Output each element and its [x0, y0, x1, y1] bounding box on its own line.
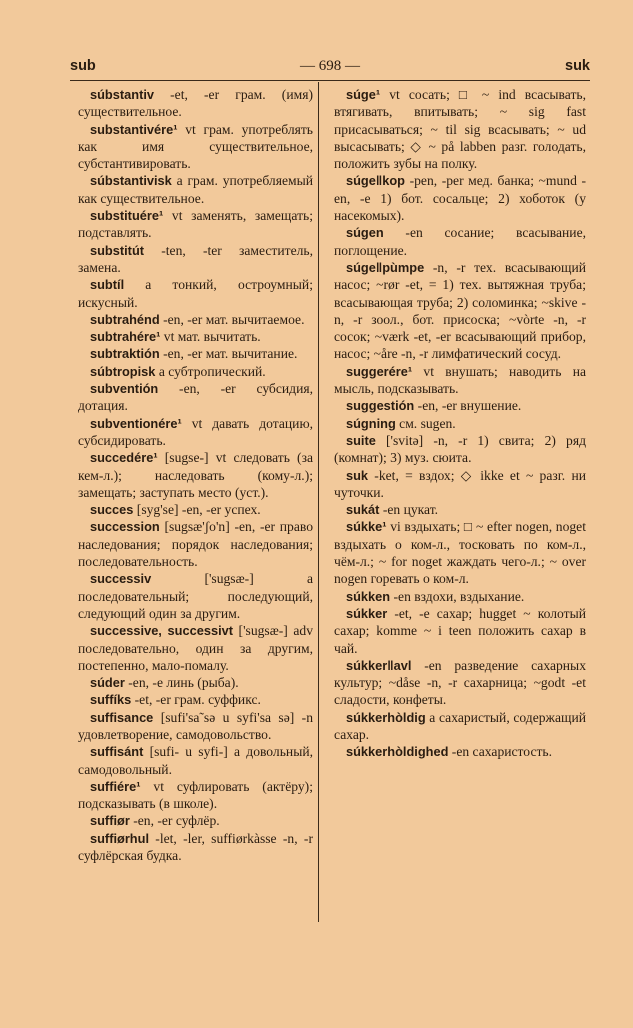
dictionary-entry — [78, 709, 313, 744]
headword: substitút — [90, 242, 145, 258]
dictionary-entry — [334, 467, 586, 502]
headword: suffiørhul — [90, 830, 149, 846]
dictionary-entry — [334, 588, 586, 605]
definition: a сахаристый, содержащий сахар. — [334, 709, 586, 742]
dictionary-entry — [334, 743, 586, 760]
definition: vi вздыхать; □ ~ efter nogen, noget вздыхать о ком-л., тосковать по ком-л., чём-л.; ~ for noget жаждать чего-л.; ~ over nogen горевать о ком-л. — [334, 519, 586, 587]
dictionary-entry — [78, 121, 313, 173]
definition: см. sugen. — [395, 415, 456, 431]
definition: vt суфлировать (актёру); подсказывать (в школе). — [78, 778, 313, 812]
definition: -en цукат. — [379, 502, 439, 518]
headword: subtraktión — [90, 346, 160, 362]
headword: succession — [90, 519, 160, 535]
dictionary-entry — [334, 86, 586, 172]
headword: suffíks — [90, 692, 132, 708]
definition: -n, -r тех. всасывающий насос; ~rør -et, = 1) тех. вытяжная труба; всасывающая труба; 2) соломинка; ~skive -n, -r зоол., бот. присоска; ~vòrte -n, -r сосок; ~værk -et, -er всасывающий прибор, насос; ~åre -n, -r лимфатический сосуд. — [334, 259, 586, 362]
dictionary-entry — [334, 432, 586, 467]
definition: vt давать дотацию, субсидировать. — [78, 415, 313, 448]
definition: -et, -er грам. (имя) существительное. — [78, 87, 313, 120]
headword: suk — [346, 467, 369, 483]
headword: suggestión — [346, 398, 415, 414]
dictionary-entry — [78, 345, 313, 362]
headword: súge‖pùmpe — [346, 259, 425, 275]
dictionary-entry — [78, 276, 313, 311]
right-column — [334, 86, 586, 916]
dictionary-entry — [78, 380, 313, 415]
header-rule — [70, 80, 590, 81]
headword: súgen — [346, 225, 384, 241]
headword: subtrahénd — [90, 311, 160, 327]
definition: [sufi'sa˜sə u syfi'sa sə] -n удовлетворение, самодовольство. — [78, 709, 313, 742]
headword: subtrahére¹ — [90, 329, 161, 345]
dictionary-entry — [78, 830, 313, 865]
dictionary-entry — [78, 778, 313, 813]
dictionary-entry — [78, 328, 313, 345]
definition: vt сосать; □ ~ ind всасывать, втягивать, впитывать; ~ sig fast присасываться; ~ til sig всасывать; ~ ud высасывать; ◇ ~ på labben разг. голодать, положить зубы на полку. — [334, 87, 586, 172]
dictionary-entry — [78, 86, 313, 121]
headword: súkken — [346, 588, 391, 604]
definition: -ket, = вздох; ◇ ikke et ~ разг. ни чуточки. — [334, 467, 586, 500]
dictionary-entry — [334, 172, 586, 224]
definition: -en сосание; всасывание, поглощение. — [334, 225, 586, 258]
dictionary-entry — [334, 397, 586, 414]
headword: súbtropisk — [90, 363, 156, 379]
dictionary-entry — [78, 501, 313, 518]
left-column — [78, 86, 313, 916]
headword: súkkerhòldighed — [346, 744, 449, 760]
headword: súkke¹ — [346, 519, 387, 535]
headword: suggerére¹ — [346, 363, 413, 379]
definition: -en, -er субсидия, дотация. — [78, 381, 313, 414]
definition: vt заменять, замещать; подставлять. — [78, 208, 313, 241]
dictionary-entry — [334, 224, 586, 259]
dictionary-entry — [78, 207, 313, 242]
dictionary-entry — [78, 691, 313, 708]
definition: -en, -er мат. вычитаемое. — [159, 311, 305, 327]
headword: súder — [90, 675, 125, 691]
definition: -en, -er мат. вычитание. — [159, 346, 298, 362]
headword: suffisánt — [90, 744, 144, 760]
right-guide-word: suk — [565, 58, 590, 74]
headword: súge¹ — [346, 87, 381, 102]
headword: successiv — [90, 571, 152, 587]
headword: súgning — [346, 415, 396, 431]
definition: -en, -er внушение. — [414, 398, 522, 414]
dictionary-entry — [334, 605, 586, 657]
definition: vt грам. употреблять как имя существительное, субстантивировать. — [78, 121, 313, 172]
dictionary-entry — [78, 363, 313, 380]
definition: [sufi- u syfi-] a довольный, самодовольный. — [78, 744, 313, 777]
headword: súge‖kop — [346, 173, 405, 189]
dictionary-entry — [78, 622, 313, 674]
dictionary-entry — [334, 415, 586, 432]
headword: subventión — [90, 381, 159, 397]
definition: [sugsæ'ʃo'n] -en, -er право наследования; порядок наследования; последовательность. — [78, 519, 313, 570]
headword: súbstantivisk — [90, 173, 172, 189]
definition: [syg'se] -en, -er успех. — [133, 502, 261, 518]
definition: -en, -er суфлёр. — [129, 813, 220, 829]
definition: vt внушать; наводить на мысль, подсказывать. — [334, 363, 586, 397]
left-guide-word: sub — [70, 58, 96, 74]
page-number: — 698 — — [300, 58, 360, 74]
dictionary-entry — [78, 674, 313, 691]
dictionary-entry — [334, 259, 586, 363]
headword: substantivére¹ — [90, 121, 178, 137]
headword: súkker‖avl — [346, 657, 412, 673]
headword: suite — [346, 432, 376, 448]
dictionary-entry — [334, 657, 586, 709]
headword: succes — [90, 502, 134, 518]
dictionary-entry — [78, 172, 313, 207]
headword: suffiére¹ — [90, 778, 141, 794]
definition: -pen, -per мед. банка; ~mund -en, -e 1) бот. сосальце; 2) хоботок (у насекомых). — [334, 173, 586, 224]
column-divider — [318, 82, 319, 922]
definition: a тонкий, остроумный; искусный. — [78, 277, 313, 310]
dictionary-entry — [334, 363, 586, 398]
definition: -en вздохи, вздыхание. — [390, 588, 525, 604]
headword: sukát — [346, 502, 380, 518]
headword: subventionére¹ — [90, 415, 182, 431]
dictionary-entry — [334, 501, 586, 518]
definition: ['sugsæ-] adv последовательно, один за другим, постепенно, мало-помалу. — [78, 623, 313, 673]
definition: ['sugsæ-] a последовательный; последующий, следующий один за другим. — [78, 571, 313, 621]
headword: súbstantiv — [90, 87, 154, 102]
headword: suffiør — [90, 813, 130, 829]
headword: successive, successivt — [90, 623, 234, 639]
running-header — [70, 58, 590, 80]
definition: -let, -ler, suffiørkàsse -n, -r суфлёрская будка. — [78, 830, 313, 864]
definition: -en разведение сахарных культур; ~dåse -n, -r сахарница; ~godt -et сладости, конфеты. — [334, 657, 586, 708]
dictionary-entry — [78, 242, 313, 277]
headword: suffisance — [90, 709, 154, 725]
definition: -et, -er грам. суффикс. — [131, 692, 261, 708]
definition: [sugse-] vt следовать (за кем-л.); наследовать (кому-л.); замещать; заступать место (уст.). — [78, 450, 313, 500]
dictionary-entry — [334, 709, 586, 744]
dictionary-entry — [78, 311, 313, 328]
definition: a субтропический. — [155, 363, 266, 379]
dictionary-entry — [78, 415, 313, 450]
headword: súkker — [346, 605, 388, 621]
dictionary-entry — [78, 570, 313, 622]
definition: -et, -e сахар; hugget ~ колотый сахар; komme ~ i teen положить сахар в чай. — [334, 605, 586, 656]
definition: -en сахаристость. — [448, 744, 553, 760]
headword: subtíl — [90, 277, 125, 293]
dictionary-entry — [78, 518, 313, 570]
definition: -en, -e линь (рыба). — [124, 675, 239, 691]
definition: ['svitə] -n, -r 1) свита; 2) ряд (комнат); 3) муз. сюита. — [334, 432, 586, 466]
dictionary-entry — [78, 812, 313, 829]
headword: substituére¹ — [90, 208, 164, 224]
definition: -ten, -ter заместитель, замена. — [78, 242, 313, 275]
definition: vt мат. вычитать. — [160, 329, 261, 345]
dictionary-entry — [78, 449, 313, 501]
headword: súkkerhòldig — [346, 709, 426, 725]
definition: a грам. употребляемый как существительное. — [78, 173, 313, 206]
dictionary-entry — [78, 743, 313, 778]
headword: succedére¹ — [90, 450, 158, 466]
dictionary-entry — [334, 518, 586, 587]
